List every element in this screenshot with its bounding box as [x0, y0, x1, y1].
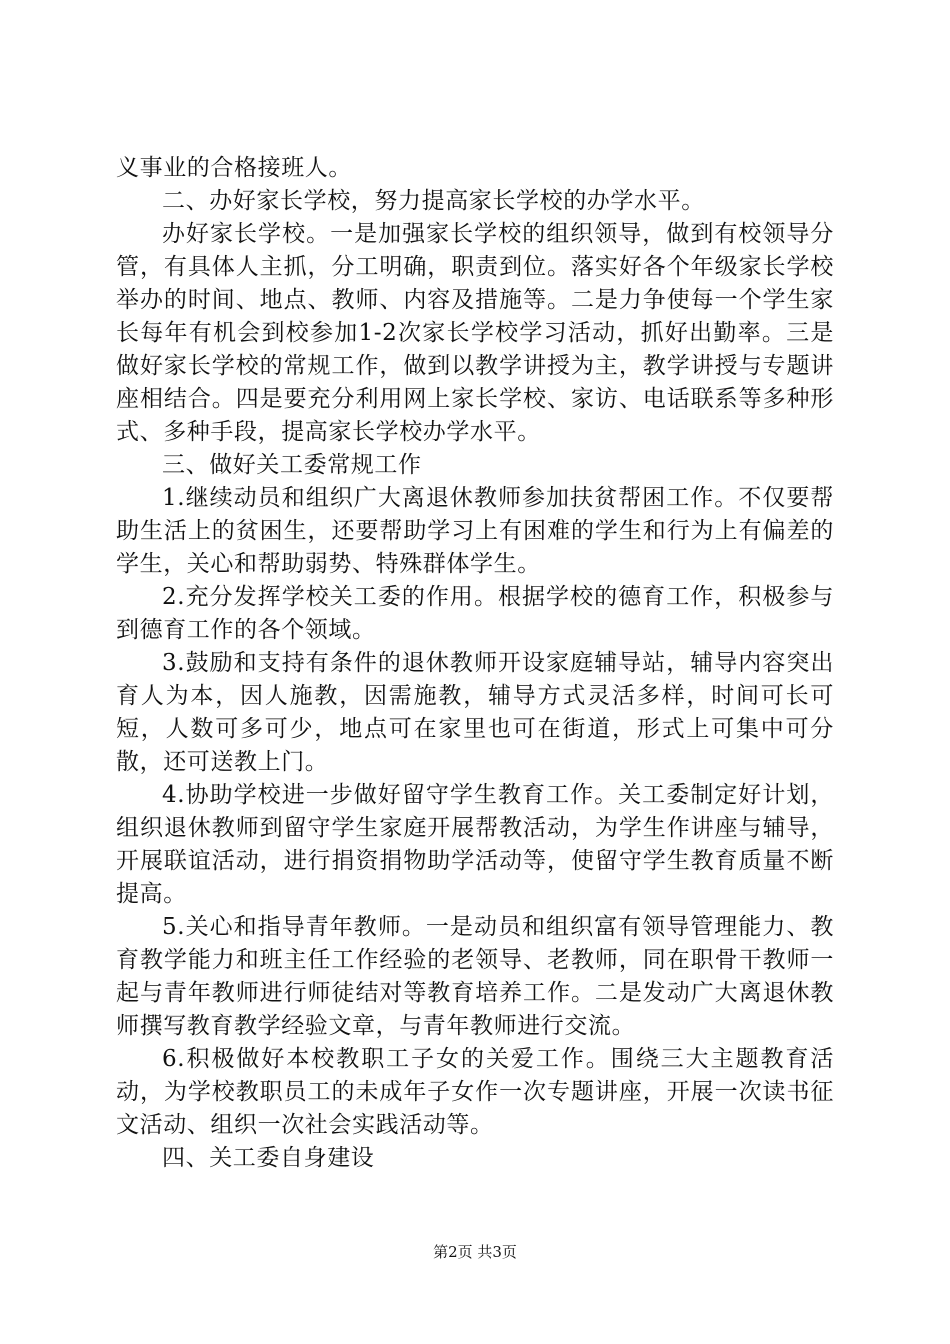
paragraph-continuation: 义事业的合格接班人。 [116, 155, 352, 181]
paragraph-parent-school: 办好家长学校。一是加强家长学校的组织领导，做到有校领导分管，有具体人主抓，分工明确，职责到位。落实好各个年级家长学校举办的时间、地点、教师、内容及措施等。二是力争使每一个学生家长每年有机会到校参加1-2次家长学校学习活动，抓好出勤率。三是做好家长学校的常规工作，做到以教学讲授为主，教学讲授与专题讲座相结合。四是要充分利用网上家长学校、家访、电话联系等多种形式、多种手段，提高家长学校办学水平。 [116, 221, 834, 445]
list-item-1: 1.继续动员和组织广大离退休教师参加扶贫帮困工作。不仅要帮助生活上的贫困生，还要帮助学习上有困难的学生和行为上有偏差的学生，关心和帮助弱势、特殊群体学生。 [116, 485, 834, 577]
list-item-5: 5.关心和指导青年教师。一是动员和组织富有领导管理能力、教育教学能力和班主任工作经验的老领导、老教师，同在职骨干教师一起与青年教师进行师徒结对等教育培养工作。二是发动广大离退休教师撰写教育教学经验文章，与青年教师进行交流。 [116, 914, 834, 1039]
list-item-6: 6.积极做好本校教职工子女的关爱工作。围绕三大主题教育活动，为学校教职员工的未成年子女作一次专题讲座，开展一次读书征文活动、组织一次社会实践活动等。 [116, 1046, 834, 1138]
section-heading-2: 二、办好家长学校，努力提高家长学校的办学水平。 [162, 188, 705, 214]
section-heading-4: 四、关工委自身建设 [162, 1145, 375, 1171]
section-heading-3: 三、做好关工委常规工作 [162, 452, 422, 478]
document-body [116, 152, 834, 1175]
list-item-2: 2.充分发挥学校关工委的作用。根据学校的德育工作，积极参与到德育工作的各个领域。 [116, 584, 834, 643]
list-item-4: 4.协助学校进一步做好留守学生教育工作。关工委制定好计划，组织退休教师到留守学生家庭开展帮教活动，为学生作讲座与辅导，开展联谊活动，进行捐资捐物助学活动等，使留守学生教育质量不断提高。 [116, 782, 834, 907]
list-item-3: 3.鼓励和支持有条件的退休教师开设家庭辅导站，辅导内容突出育人为本，因人施教，因需施教，辅导方式灵活多样，时间可长可短，人数可多可少，地点可在家里也可在街道，形式上可集中可分散，还可送教上门。 [116, 650, 834, 775]
page-number-footer: 第2页 共3页 [433, 1243, 517, 1261]
